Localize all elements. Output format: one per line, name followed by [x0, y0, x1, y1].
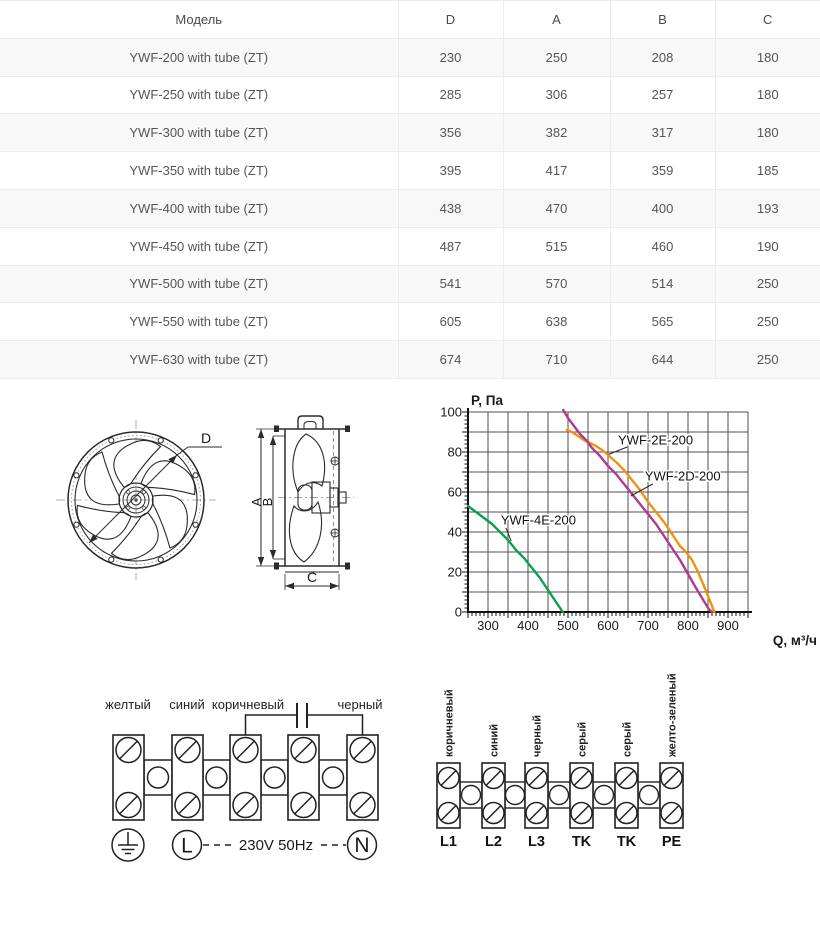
value-cell: 515 — [503, 227, 610, 265]
value-cell: 230 — [398, 38, 503, 76]
wire-label: черный — [337, 697, 383, 712]
value-cell: 565 — [610, 303, 715, 341]
value-cell: 193 — [715, 189, 820, 227]
terminal-label: L2 — [485, 834, 502, 850]
value-cell: 180 — [715, 76, 820, 114]
model-cell: YWF-300 with tube (ZT) — [0, 114, 398, 152]
power-line — [173, 831, 377, 860]
wire-label: желтый — [105, 697, 151, 712]
column-header: C — [715, 1, 820, 39]
terminal-label: TK — [616, 834, 637, 850]
value-cell: 356 — [398, 114, 503, 152]
value-cell: 250 — [715, 303, 820, 341]
value-cell: 190 — [715, 227, 820, 265]
wire-label: синий — [488, 723, 501, 757]
model-cell: YWF-250 with tube (ZT) — [0, 76, 398, 114]
value-cell: 180 — [715, 38, 820, 76]
value-cell: 638 — [503, 303, 610, 341]
model-cell: YWF-450 with tube (ZT) — [0, 227, 398, 265]
curve-label-YWF-4E-200: YWF-4E-200 — [500, 512, 576, 528]
value-cell: 257 — [610, 76, 715, 114]
value-cell: 382 — [503, 114, 610, 152]
model-cell: YWF-400 with tube (ZT) — [0, 189, 398, 227]
table-row — [0, 189, 820, 227]
curve-label-YWF-2E-200: YWF-2E-200 — [618, 432, 694, 448]
value-cell: 250 — [715, 265, 820, 303]
svg-text:0: 0 — [454, 604, 462, 620]
value-cell: 250 — [715, 341, 820, 379]
table-row — [0, 303, 820, 341]
svg-text:500: 500 — [557, 618, 579, 633]
curve-label-YWF-2D-200: YWF-2D-200 — [644, 468, 721, 484]
svg-text:80: 80 — [447, 444, 462, 460]
model-cell: YWF-550 with tube (ZT) — [0, 303, 398, 341]
terminal-label: L3 — [528, 834, 545, 850]
junction-box — [298, 416, 323, 429]
live-terminal-label: L — [181, 834, 193, 858]
dimension-a-label: A — [249, 497, 264, 507]
value-cell: 285 — [398, 76, 503, 114]
svg-text:600: 600 — [597, 618, 619, 633]
wire-label: коричневый — [443, 689, 456, 757]
wire-label: коричневый — [211, 697, 285, 712]
value-cell: 460 — [610, 227, 715, 265]
performance-chart — [435, 392, 820, 660]
value-cell: 710 — [503, 341, 610, 379]
model-cell: YWF-350 with tube (ZT) — [0, 152, 398, 190]
wire-label: желто-зеленый — [666, 673, 679, 757]
fan-side-view-drawing — [248, 398, 368, 600]
x-axis-title: Q, м³/ч — [772, 633, 817, 648]
wire-color-labels — [105, 697, 382, 712]
svg-text:20: 20 — [447, 564, 462, 580]
wire-label: серый — [576, 721, 589, 757]
wire-label: серый — [621, 721, 634, 757]
column-header: B — [610, 1, 715, 39]
value-cell: 438 — [398, 189, 503, 227]
terminal-blocks — [113, 735, 378, 820]
column-header: A — [503, 1, 610, 39]
table-row — [0, 76, 820, 114]
value-cell: 570 — [503, 265, 610, 303]
terminal-label: PE — [661, 834, 682, 850]
table-row — [0, 265, 820, 303]
value-cell: 644 — [610, 341, 715, 379]
value-cell: 605 — [398, 303, 503, 341]
terminal-designation-labels — [440, 834, 681, 850]
y-axis-title: P, Па — [471, 393, 503, 408]
value-cell: 514 — [610, 265, 715, 303]
value-cell: 185 — [715, 152, 820, 190]
svg-text:40: 40 — [447, 524, 462, 540]
impeller-side — [289, 434, 324, 562]
terminal-label: TK — [571, 834, 592, 850]
dimension-b-label: B — [260, 497, 275, 507]
column-header: Модель — [0, 1, 398, 39]
table-row — [0, 114, 820, 152]
curve-YWF-4E-200 — [468, 506, 576, 612]
wiring-diagram-three-phase — [425, 665, 715, 860]
spec-table-header-row — [0, 1, 820, 39]
terminal-blocks — [437, 763, 683, 828]
svg-text:400: 400 — [517, 618, 539, 633]
table-row — [0, 341, 820, 379]
value-cell: 180 — [715, 114, 820, 152]
value-cell: 250 — [503, 38, 610, 76]
curve-YWF-2E-200 — [567, 430, 715, 612]
svg-text:60: 60 — [447, 484, 462, 500]
value-cell: 487 — [398, 227, 503, 265]
value-cell: 359 — [610, 152, 715, 190]
svg-text:700: 700 — [637, 618, 659, 633]
value-cell: 306 — [503, 76, 610, 114]
spec-table — [0, 0, 820, 379]
value-cell: 395 — [398, 152, 503, 190]
value-cell: 400 — [610, 189, 715, 227]
value-cell: 208 — [610, 38, 715, 76]
voltage-label: 230V 50Hz — [238, 837, 314, 854]
dimension-d-label: D — [201, 430, 212, 446]
table-row — [0, 152, 820, 190]
value-cell: 541 — [398, 265, 503, 303]
value-cell: 417 — [503, 152, 610, 190]
value-cell: 317 — [610, 114, 715, 152]
column-header: D — [398, 1, 503, 39]
model-cell: YWF-500 with tube (ZT) — [0, 265, 398, 303]
svg-text:800: 800 — [677, 618, 699, 633]
earth-ground-icon — [112, 829, 144, 861]
axes — [467, 408, 752, 612]
table-row — [0, 38, 820, 76]
table-row — [0, 227, 820, 265]
dimension-c-label: C — [306, 569, 318, 585]
wire-color-labels — [444, 673, 679, 758]
wiring-diagram-single-phase — [95, 695, 405, 875]
wire-label: черный — [531, 714, 544, 757]
terminal-label: L1 — [440, 834, 457, 850]
value-cell: 674 — [398, 341, 503, 379]
svg-text:100: 100 — [440, 404, 462, 420]
svg-text:300: 300 — [477, 618, 499, 633]
neutral-terminal-label: N — [354, 834, 370, 857]
fan-front-view-drawing — [48, 410, 228, 595]
wire-label: синий — [169, 697, 205, 712]
model-cell: YWF-200 with tube (ZT) — [0, 38, 398, 76]
value-cell: 470 — [503, 189, 610, 227]
svg-text:900: 900 — [717, 618, 739, 633]
model-cell: YWF-630 with tube (ZT) — [0, 341, 398, 379]
